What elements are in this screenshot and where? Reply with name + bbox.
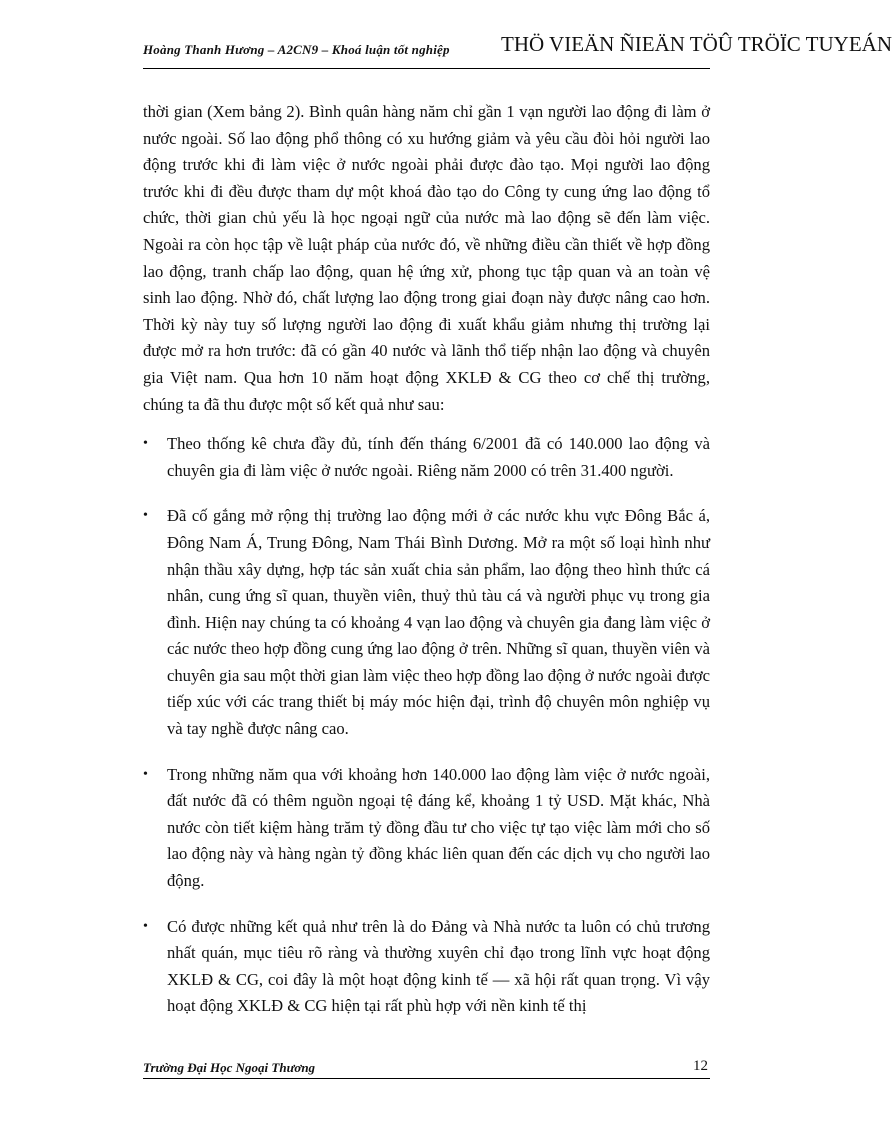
footer-school-name: Trường Đại Học Ngoại Thương: [143, 1060, 316, 1075]
bullet-text: Theo thống kê chưa đầy đủ, tính đến tháng 6/2001 đã có 140.000 lao động và chuyên gia đi làm việc ở nước ngoài. Riêng năm 2000 có trên 31.400 người.: [167, 434, 710, 480]
bullet-item: [143, 762, 710, 895]
bullet-item: [143, 914, 710, 1020]
header-watermark-text: THÖ VIEÄN ÑIEÄN TÖÛ TRÖÏC TUYEÁN: [501, 32, 892, 56]
page-body: [143, 99, 710, 1039]
intro-paragraph: thời gian (Xem bảng 2). Bình quân hàng năm chỉ gần 1 vạn người lao động đi làm ở nước ngoài. Số lao động phổ thông có xu hướng giảm và yêu cầu đòi hỏi người lao động trước khi đi làm việc ở nước ngoài phải được đào tạo. Mọi người lao động trước khi đi đều được tham dự một khoá đào tạo do Công ty cung ứng lao động tổ chức, thời gian chủ yếu là học ngoại ngữ của nước mà lao động sẽ đến làm việc. Ngoài ra còn học tập về luật pháp của nước đó, về những điều cần thiết về hợp đồng lao động, tranh chấp lao động, quan hệ ứng xử, phong tục tập quan và an toàn vệ sinh lao động. Nhờ đó, chất lượng lao động trong giai đoạn này được nâng cao hơn. Thời kỳ này tuy số lượng người lao động đi xuất khẩu giảm nhưng thị trường lại được mở ra hơn trước: đã có gần 40 nước và lãnh thổ tiếp nhận lao động và chuyên gia Việt nam. Qua hơn 10 năm hoạt động XKLĐ & CG theo cơ chế thị trường, chúng ta đã thu được một số kết quả như sau:: [143, 102, 710, 414]
header-divider: [143, 68, 710, 69]
page-number: 12: [693, 1058, 708, 1074]
bullet-dot-icon: •: [143, 918, 148, 934]
page-footer: [143, 1058, 710, 1080]
bullet-text: Có được những kết quả như trên là do Đảng và Nhà nước ta luôn có chủ trương nhất quán, mục tiêu rõ ràng và thường xuyên chỉ đạo trong lĩnh vực hoạt động XKLĐ & CG, coi đây là một hoạt động kinh tế — xã hội rất quan trọng. Vì vậy hoạt động XKLĐ & CG hiện tại rất phù hợp với nền kinh tế thị: [167, 916, 710, 1016]
footer-divider: [143, 1078, 710, 1079]
header-author-line: Hoàng Thanh Hương – A2CN9 – Khoá luận tốt nghiệp: [143, 42, 450, 57]
bullet-dot-icon: •: [143, 436, 148, 452]
bullet-text: Đã cố gắng mở rộng thị trường lao động mới ở các nước khu vực Đông Bắc á, Đông Nam Á, Trung Đông, Nam Thái Bình Dương. Mở ra một số loại hình như nhận thầu xây dựng, hợp tác sản xuất chia sản phẩm, lao động theo hình thức cá nhân, cung ứng sĩ quan, thuyền viên, thuỷ thủ tàu cá và người phục vụ trong gia đình. Hiện nay chúng ta có khoảng 4 vạn lao động và chuyên gia đang làm việc ở các nước theo hợp đồng cung ứng lao động ở trên. Những sĩ quan, thuyền viên và chuyên gia sau một thời gian làm việc theo hợp đồng lao động ở nước ngoài được tiếp xúc với các trang thiết bị máy móc hiện đại, trình độ chuyên môn nghiệp vụ và tay nghề được nâng cao.: [167, 506, 710, 739]
bullet-text: Trong những năm qua với khoảng hơn 140.000 lao động làm việc ở nước ngoài, đất nước đã có thêm nguồn ngoại tệ đáng kể, khoảng 1 tỷ USD. Mặt khác, Nhà nước còn tiết kiệm hàng trăm tỷ đồng đầu tư cho việc tự tạo việc làm mới cho số lao động này và hàng ngàn tỷ đồng khác liên quan đến các dịch vụ cho người lao động.: [167, 764, 710, 891]
bullet-dot-icon: •: [143, 508, 148, 524]
page-header: [143, 30, 892, 70]
bullet-dot-icon: •: [143, 766, 148, 782]
bullet-item: [143, 431, 710, 484]
results-bullet-list: [143, 431, 710, 1020]
bullet-item: [143, 503, 710, 742]
